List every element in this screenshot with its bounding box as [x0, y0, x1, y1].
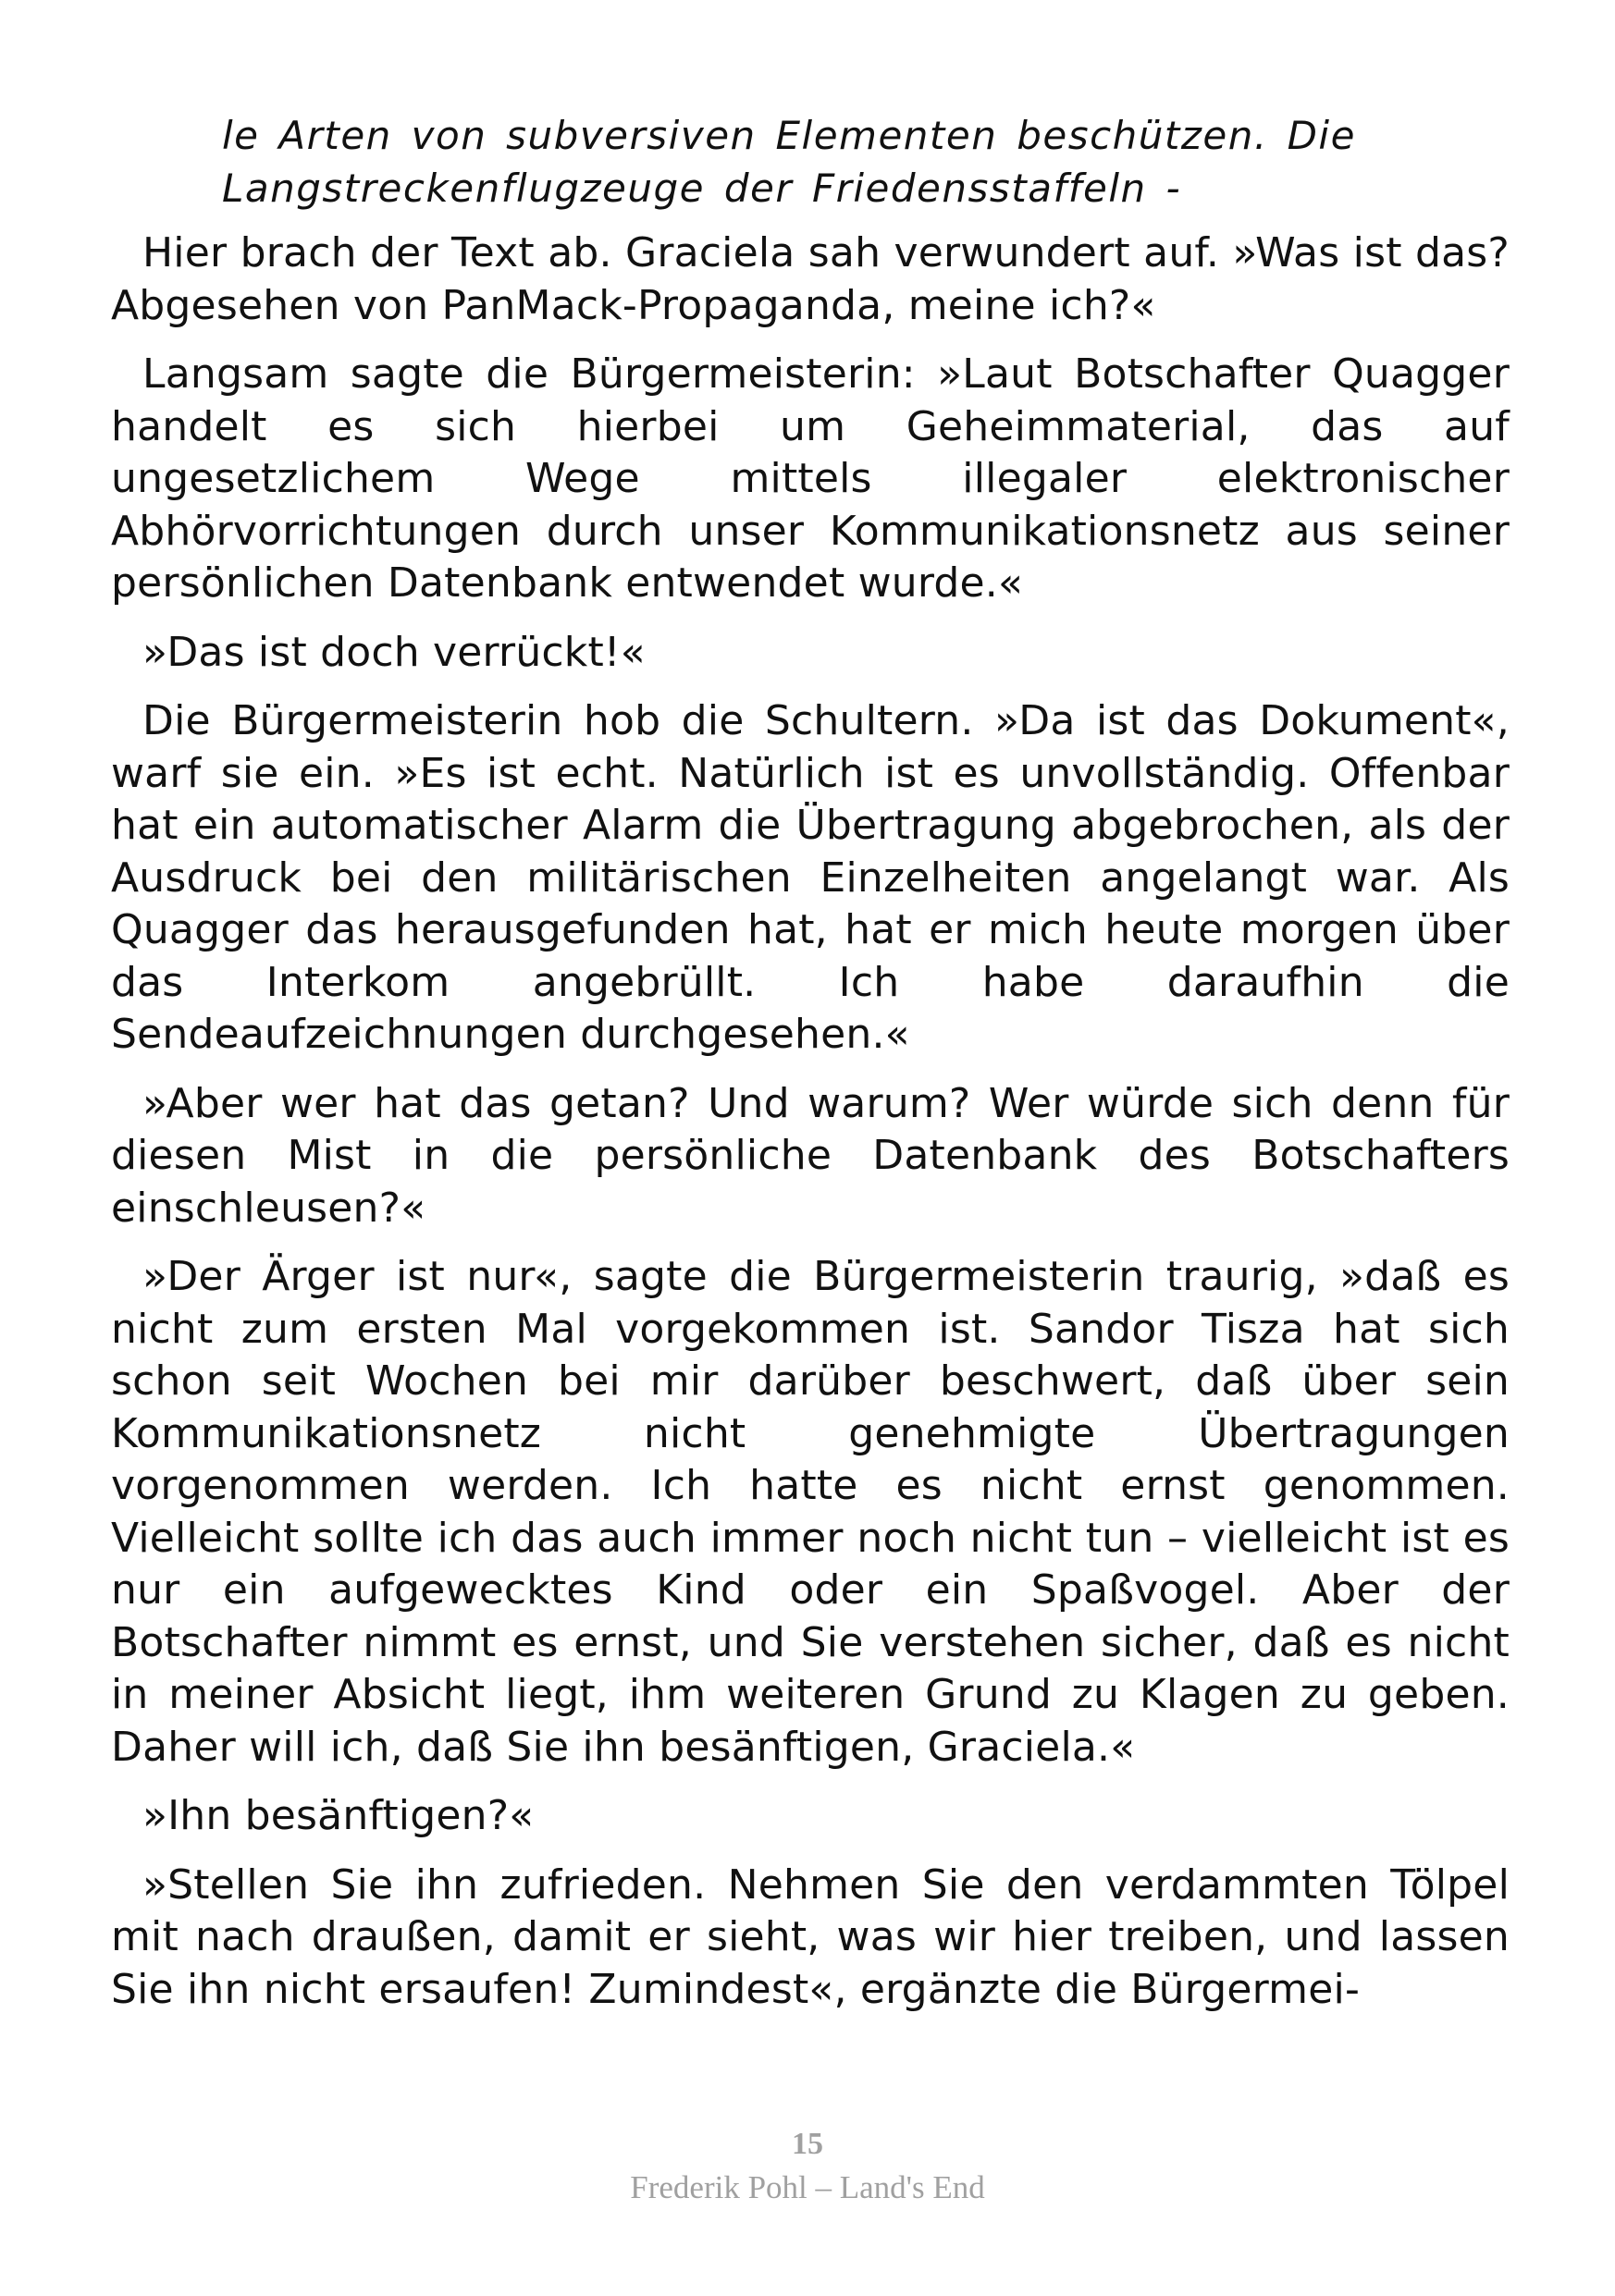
book-credit: Frederik Pohl – Land's End [630, 2169, 985, 2205]
paragraph: »Aber wer hat das getan? Und warum? Wer würde sich denn für diesen Mist in die persönliche Datenbank des Botschafters einschleusen?« [111, 1079, 1510, 1232]
paragraph: »Das ist doch verrückt!« [142, 628, 646, 676]
text-column [111, 109, 1510, 2032]
quoted-excerpt [111, 109, 1510, 215]
paragraph: »Stellen Sie ihn zufrieden. Nehmen Sie den verdammten Tölpel mit nach draußen, damit er sieht, was wir hier treiben, und lassen Sie ihn nicht ersaufen! Zumindest«, ergänzte die Bürgermei- [111, 1860, 1510, 2013]
paragraph: »Der Ärger ist nur«, sagte die Bürgermeisterin traurig, »daß es nicht zum ersten Mal vorgekommen ist. Sandor Tisza hat sich schon seit Wochen bei mir darüber beschwert, daß über sein Kommunikationsnetz nicht genehmigte Übertragungen vorgenommen werden. Ich hatte es nicht ernst genommen. Vielleicht sollte ich das auch immer noch nicht tun – vielleicht ist es nur ein aufgewecktes Kind oder ein Spaßvogel. Aber der Botschafter nimmt es ernst, und Sie verstehen sicher, daß es nicht in meiner Absicht liegt, ihm weiteren Grund zu Klagen zu geben. Daher will ich, daß Sie ihn besänftigen, Graciela.« [111, 1253, 1510, 1771]
page-number: 15 [792, 2127, 823, 2161]
paragraph: Die Bürgermeisterin hob die Schultern. »Da ist das Dokument«, warf sie ein. »Es ist echt. Natürlich ist es unvollständig. Offenbar hat ein automatischer Alarm die Übertragung abgebrochen, als der Ausdruck bei den militärischen Einzelheiten angelangt war. Als Quagger das herausgefunden hat, hat er mich heute morgen über das Interkom angebrüllt. Ich habe daraufhin die Sendeaufzeichnungen durchgesehen.« [111, 697, 1510, 1058]
quote-line: Langstreckenflugzeuge der Friedensstaffeln - [222, 166, 1182, 211]
paragraph: »Ihn besänftigen?« [142, 1792, 535, 1839]
paragraph: Langsam sagte die Bürgermeisterin: »Laut Botschafter Quagger handelt es sich hierbei um Geheimmaterial, das auf ungesetzlichem Wege mittels illegaler elektronischer Abhörvorrichtungen durch unser Kommunikationsnetz aus seiner persönlichen Datenbank entwendet wurde.« [111, 350, 1510, 607]
paragraph: Hier brach der Text ab. Graciela sah verwundert auf. »Was ist das? Abgesehen von PanMack-Propaganda, meine ich?« [111, 229, 1510, 329]
quote-line: le Arten von subversiven Elementen beschützen. Die [222, 113, 1356, 158]
